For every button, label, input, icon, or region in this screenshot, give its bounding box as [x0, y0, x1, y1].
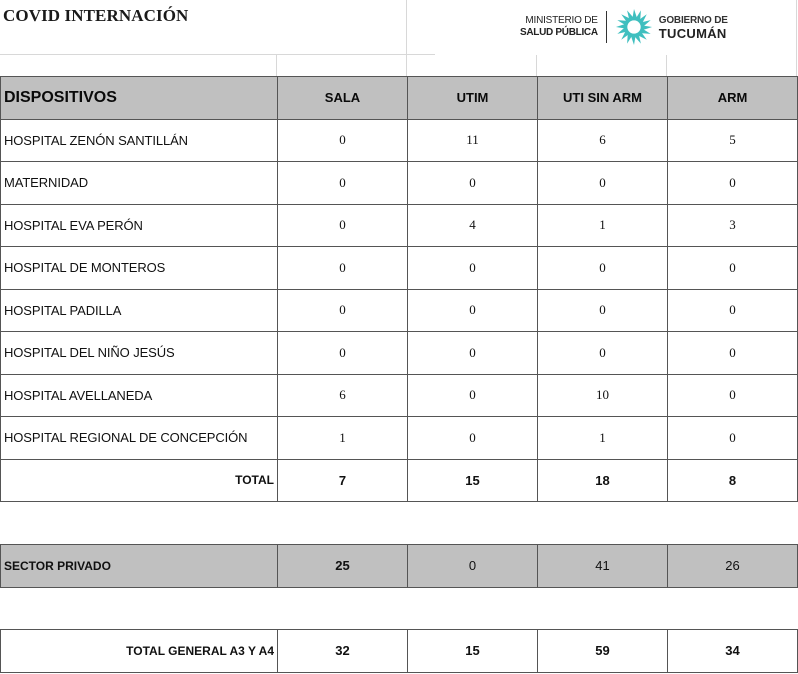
table-row: [1, 247, 798, 290]
utim-value: 0: [408, 289, 538, 332]
utim-value: 4: [408, 204, 538, 247]
total-arm: 8: [668, 459, 798, 502]
sector-privado-utim: 0: [408, 545, 538, 588]
sala-value: 1: [278, 417, 408, 460]
total-general-utim: 15: [408, 630, 538, 673]
sala-value: 0: [278, 162, 408, 205]
total-utim: 15: [408, 459, 538, 502]
divider: [406, 0, 407, 76]
sala-value: 0: [278, 204, 408, 247]
sala-value: 0: [278, 119, 408, 162]
sala-value: 6: [278, 374, 408, 417]
uti-sin-arm-value: 0: [538, 289, 668, 332]
total-general-sala: 32: [278, 630, 408, 673]
divider: [276, 55, 277, 77]
table-row: [1, 289, 798, 332]
hospital-table: [0, 76, 798, 502]
gobierno-text: [659, 14, 728, 40]
sala-value: 0: [278, 332, 408, 375]
uti-sin-arm-value: 0: [538, 332, 668, 375]
hospital-name: HOSPITAL PADILLA: [1, 289, 278, 332]
hospital-name: HOSPITAL DE MONTEROS: [1, 247, 278, 290]
divider: [0, 54, 435, 55]
table-row: [1, 162, 798, 205]
sala-value: 0: [278, 289, 408, 332]
uti-sin-arm-value: 10: [538, 374, 668, 417]
page-title: COVID INTERNACIÓN: [3, 6, 189, 25]
column-header-arm: ARM: [668, 77, 798, 120]
total-general-row: [1, 630, 798, 673]
arm-value: 0: [668, 332, 798, 375]
table-row: [1, 374, 798, 417]
arm-value: 3: [668, 204, 798, 247]
sala-value: 0: [278, 247, 408, 290]
total-uti-sin-arm: 18: [538, 459, 668, 502]
column-header-utim: UTIM: [408, 77, 538, 120]
uti-sin-arm-value: 1: [538, 204, 668, 247]
utim-value: 0: [408, 162, 538, 205]
gobierno-line2: TUCUMÁN: [658, 26, 727, 41]
arm-value: 0: [668, 247, 798, 290]
table-row: [1, 417, 798, 460]
table-row: [1, 204, 798, 247]
total-general-uti-sin-arm: 59: [538, 630, 668, 673]
utim-value: 0: [408, 417, 538, 460]
uti-sin-arm-value: 0: [538, 247, 668, 290]
column-header-uti-sin-arm: UTI SIN ARM: [538, 77, 668, 120]
utim-value: 0: [408, 374, 538, 417]
total-label: TOTAL: [1, 459, 278, 502]
table-row: [1, 332, 798, 375]
sector-privado-uti-sin-arm: 41: [538, 545, 668, 588]
ministerio-line2: SALUD PÚBLICA: [520, 27, 598, 38]
sector-privado-sala: 25: [278, 545, 408, 588]
government-logo: [520, 8, 728, 46]
total-general-table: [0, 629, 798, 673]
hospital-name: HOSPITAL AVELLANEDA: [1, 374, 278, 417]
logo-separator: [606, 11, 607, 43]
column-header-sala: SALA: [278, 77, 408, 120]
arm-value: 5: [668, 119, 798, 162]
arm-value: 0: [668, 162, 798, 205]
arm-value: 0: [668, 289, 798, 332]
uti-sin-arm-value: 6: [538, 119, 668, 162]
total-general-label: TOTAL GENERAL A3 Y A4: [1, 630, 278, 673]
total-sala: 7: [278, 459, 408, 502]
sector-privado-table: [0, 544, 798, 588]
divider: [536, 55, 537, 77]
ministerio-line1: MINISTERIO DE: [525, 15, 598, 26]
hospital-name: HOSPITAL REGIONAL DE CONCEPCIÓN: [1, 417, 278, 460]
sector-privado-row: [1, 545, 798, 588]
arm-value: 0: [668, 417, 798, 460]
utim-value: 0: [408, 332, 538, 375]
hospital-name: HOSPITAL DEL NIÑO JESÚS: [1, 332, 278, 375]
table-header-row: [1, 77, 798, 120]
hospital-name: MATERNIDAD: [1, 162, 278, 205]
utim-value: 0: [408, 247, 538, 290]
utim-value: 11: [408, 119, 538, 162]
ministerio-text: [520, 15, 598, 39]
column-header-dispositivos: DISPOSITIVOS: [1, 77, 278, 120]
sun-emblem-icon: [615, 8, 653, 46]
divider: [796, 0, 797, 76]
total-row: [1, 459, 798, 502]
uti-sin-arm-value: 0: [538, 162, 668, 205]
hospital-name: HOSPITAL EVA PERÓN: [1, 204, 278, 247]
sector-privado-label: SECTOR PRIVADO: [1, 545, 278, 588]
arm-value: 0: [668, 374, 798, 417]
gobierno-line1: GOBIERNO DE: [658, 15, 728, 26]
table-row: [1, 119, 798, 162]
sector-privado-arm: 26: [668, 545, 798, 588]
divider: [666, 55, 667, 77]
total-general-arm: 34: [668, 630, 798, 673]
uti-sin-arm-value: 1: [538, 417, 668, 460]
hospital-name: HOSPITAL ZENÓN SANTILLÁN: [1, 119, 278, 162]
